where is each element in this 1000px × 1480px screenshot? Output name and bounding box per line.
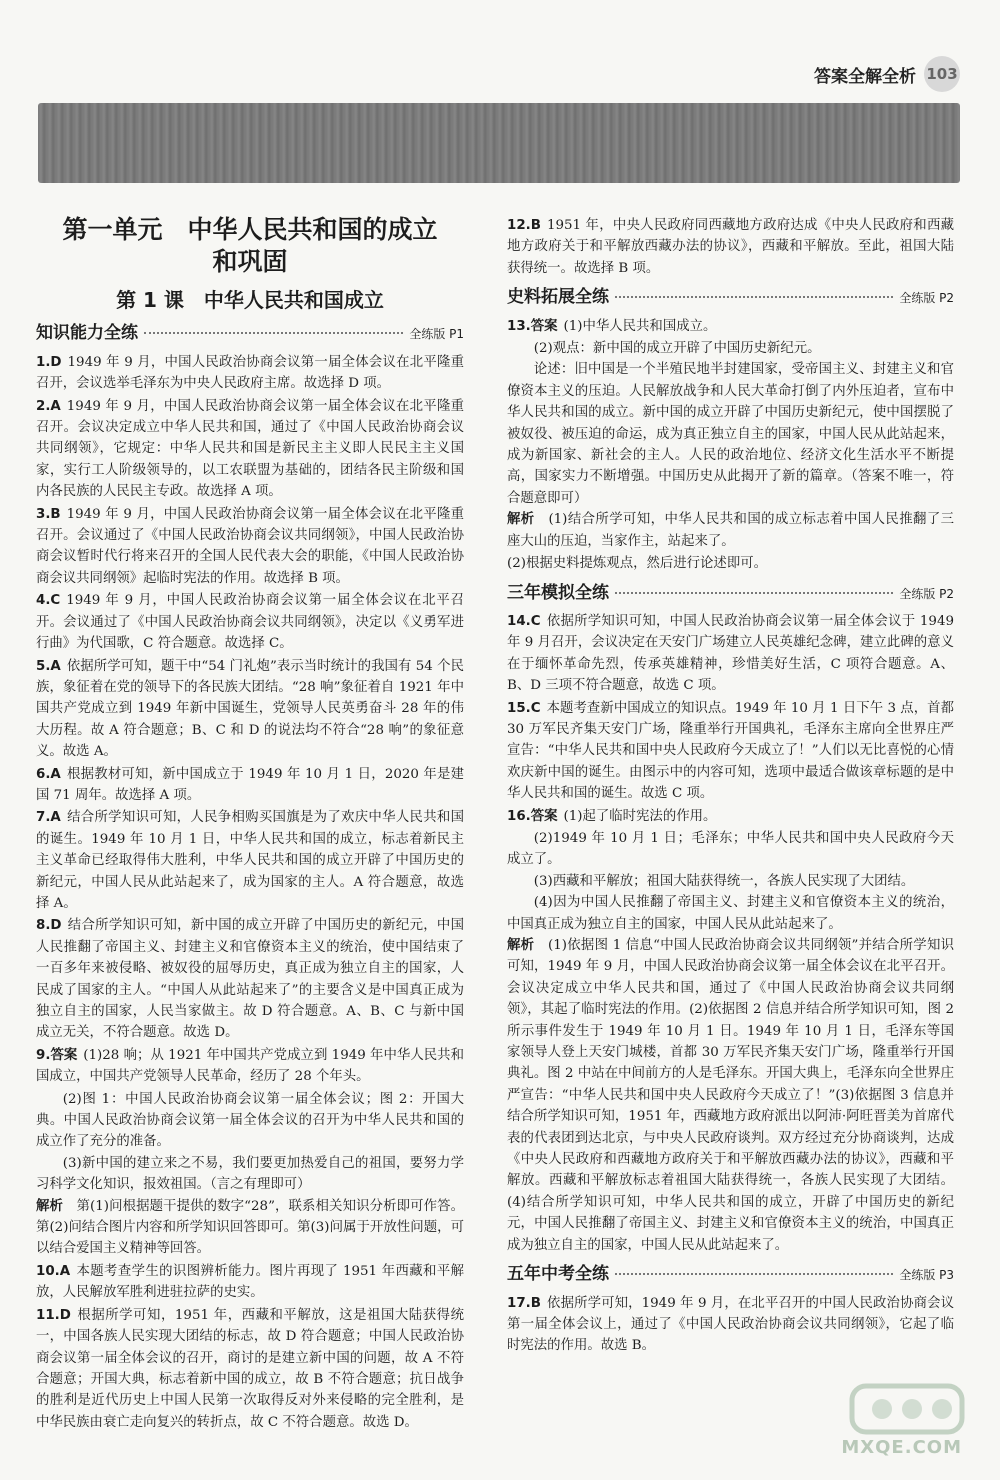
section-divider xyxy=(615,592,893,594)
item-text: 根据所学可知，1951 年，西藏和平解放，这是祖国大陆获得统一，中国各族人民实现大团结的标志，故 D 符合题意；中国人民政治协商会议第一届全体会议的召开，商讨的是建立新中国的问题，故 A 不符合题意；开国大典，标志着新中国的成立，故 B 不符合题意；抗日战争的胜利是近代历史上中国人民第一次取得反对外来侵略的完全胜利，是中华民族由衰亡走向复兴的转折点，故 C 不符合题意。故选 D。 xyxy=(36,1307,464,1430)
item-number: 5.A xyxy=(36,658,61,674)
unit-title xyxy=(36,214,464,278)
item-number: 4.C xyxy=(36,593,61,609)
section-ref: 全练版 P2 xyxy=(899,586,954,601)
answer-item xyxy=(36,352,464,395)
item-text: 依据所学知识可知，中国人民政治协商会议第一届全体会议于 1949 年 9 月召开，会议决定在天安门广场建立人民英雄纪念碑，建立此碑的意义在于缅怀革命先烈，传承英雄精神，珍惜美好生活，C 项符合题意。A、B、D 三项不符合题意，故选 C 项。 xyxy=(507,613,954,694)
analysis-block xyxy=(36,1196,464,1260)
item-text: 1949 年 9 月，中国人民政治协商会议第一届全体会议在北平隆重召开。会议决定成立中华人民共和国，通过了《中国人民政治协商会议共同纲领》，它规定：中华人民共和国是新民主主义即人民民主主义国家，实行工人阶级领导的，以工农联盟为基础的，团结各民主阶级和国内各民族的人民民主专政。故选择 A 项。 xyxy=(36,398,464,500)
section-name: 知识能力全练 xyxy=(36,323,138,344)
item-number: 1.D xyxy=(36,354,62,370)
answer-item-q13 xyxy=(507,316,954,337)
section-header xyxy=(36,323,464,345)
section-name: 三年模拟全练 xyxy=(507,582,609,603)
answer-paragraph: (3)新中国的建立来之不易，我们要更加热爱自己的祖国，要努力学习科学文化知识，报效祖国。（言之有理即可） xyxy=(36,1155,464,1193)
answer-item xyxy=(36,504,464,590)
analysis-text: (1)依据图 1 信息“中国人民政治协商会议共同纲领”并结合所学知识可知，1949 年 9 月，中国人民政治协商会议第一届全体会议在北平召开。会议决定成立中华人民共和国，通过了《中国人民政治协商会议共同纲领》，其起了临时宪法的作用。(2)依据图 2 信息并结合所学知识可知，图 2 所示事件发生于 1949 年 10 月 1 日。1949 年 10 月 1 日，毛泽东等国家领导人登上天安门城楼，首都 30 万军民齐集天安门广场，隆重举行开国典礼。图 2 中站在中间前方的人是毛泽东。开国大典上，毛泽东向全世界庄严宣告：“中华人民共和国中央人民政府今天成立了！”(3)依据图 3 信息并结合所学知识可知，1951 年，西藏地方政府派出以阿沛·阿旺晋美为首席代表的代表团到达北京，与中央人民政府谈判。双方经过充分协商谈判，达成《中央人民政府和西藏地方政府关于和平解放西藏办法的协议》，西藏和平解放。西藏和平解放标志着祖国大陆获得统一，各族人民实现了大团结。(4)结合所学知识可知，中华人民共和国的成立，开辟了中国历史的新纪元，中国人民推翻了帝国主义、封建主义和官僚资本主义的统治，中国真正成为独立自主的国家，中国人民从此站起来了。 xyxy=(507,938,954,1253)
item-text: 依据所学可知，1949 年 9 月，在北平召开的中国人民政治协商会议第一届全体会议上，通过了《中国人民政治协商会议共同纲领》，它起了临时宪法的作用。故选 B。 xyxy=(507,1295,954,1354)
section-name: 史料拓展全练 xyxy=(507,287,609,308)
unit-title-line1: 第一单元 中华人民共和国的成立 xyxy=(62,215,438,244)
item-text: 根据教材可知，新中国成立于 1949 年 10 月 1 日，2020 年是建国 71 周年。故选择 A 项。 xyxy=(36,766,464,803)
item-number: 13.答案 xyxy=(507,318,558,334)
answer-item xyxy=(507,215,954,279)
answer-item xyxy=(36,764,464,807)
left-column xyxy=(36,210,464,1434)
answer-item-q9 xyxy=(36,1045,464,1088)
analysis-text: (1)结合所学可知，中华人民共和国的成立标志着中国人民推翻了三座大山的压迫，当家作主，站起来了。 xyxy=(507,512,955,549)
analysis-block xyxy=(507,509,954,552)
item-number: 10.A xyxy=(36,1263,71,1279)
item-number: 6.A xyxy=(36,766,61,782)
item-text: 结合所学知识可知，新中国的成立开辟了中国历史的新纪元，中国人民推翻了帝国主义、封建主义和官僚资本主义的统治，使中国结束了一百多年来被侵略、被奴役的屈辱历史，真正成为独立自主的国家，人民成了国家的主人。“中国人从此站起来了”的主要含义是中国真正成为独立自主的国家，人民当家做主。故 D 符合题意。A、B、C 与新中国成立无关，不符合题意。故选 D。 xyxy=(36,918,464,1041)
item-number: 17.B xyxy=(507,1295,541,1311)
item-number: 14.C xyxy=(507,613,541,629)
section-header xyxy=(507,287,954,309)
analysis-label: 解析 xyxy=(507,512,535,528)
answer-paragraph: (2)1949 年 10 月 1 日；毛泽东；中华人民共和国中央人民政府今天成立了。 xyxy=(507,830,954,868)
item-number: 15.C xyxy=(507,700,541,716)
answer-item xyxy=(507,1293,954,1357)
section-divider xyxy=(615,1273,893,1275)
answer-item xyxy=(36,590,464,654)
item-number: 11.D xyxy=(36,1307,71,1323)
answer-item-q16 xyxy=(507,806,954,827)
answer-item xyxy=(507,698,954,805)
right-column xyxy=(507,215,954,1358)
item-text: 1949 年 9 月，中国人民政治协商会议第一届全体会议在北平隆重召开。会议通过了《中国人民政治协商会议共同纲领》，中国人民政治协商会议暂时代行将来召开的全国人民代表大会的职能，《中国人民政治协商会议共同纲领》起临时宪法的作用。故选择 B 项。 xyxy=(36,506,464,586)
item-text: 结合所学知识可知，人民争相购买国旗是为了欢庆中华人民共和国的诞生。1949 年 10 月 1 日，中华人民共和国的成立，标志着新民主主义革命已经取得伟大胜利，中华人民共和国的成立开辟了中国历史的新纪元，中国人民从此站起来了，成为国家的主人。A 符合题意，故选择 A。 xyxy=(36,810,464,911)
item-text: 1949 年 9 月，中国人民政治协商会议第一届全体会议在北平召开。会议通过了《中国人民政治协商会议共同纲领》，决定以《义勇军进行曲》为代国歌，C 符合题意。故选择 C。 xyxy=(36,593,464,652)
section-divider xyxy=(615,296,893,298)
lesson-title: 第 1 课 中华人民共和国成立 xyxy=(116,288,384,312)
analysis-label: 解析 xyxy=(507,938,535,953)
item-number: 12.B xyxy=(507,218,541,233)
watermark-text: MXQE.COM xyxy=(841,1437,962,1458)
section-header xyxy=(507,583,954,605)
item-number: 3.B xyxy=(36,506,61,522)
item-text: 1949 年 9 月，中国人民政治协商会议第一届全体会议在北平隆重召开，会议选举毛泽东为中央人民政府主席。故选择 D 项。 xyxy=(36,354,464,392)
answer-item xyxy=(36,1261,464,1304)
answer-paragraph: 论述：旧中国是一个半殖民地半封建国家，受帝国主义、封建主义和官僚资本主义的压迫。人民解放战争和人民大革命打倒了内外压迫者，宣布中华人民共和国的成立。新中国的成立开辟了中国历史新纪元，使中国摆脱了被奴役、被压迫的命运，成为真正独立自主的国家，中国人民从此站起来，成为新国家、新社会的主人。人民的政治地位、经济文化生活水平不断提高，国家实力不断增强。中国历史从此揭开了新的篇章。（答案不唯一，符合题意即可） xyxy=(507,362,954,506)
answer-item xyxy=(507,611,954,697)
header-banner xyxy=(38,103,960,183)
answer-item xyxy=(36,915,464,1043)
page-number: 103 xyxy=(924,56,960,92)
item-text: 本题考查新中国成立的知识点。1949 年 10 月 1 日下午 3 点，首都 30 万军民齐集天安门广场，隆重举行开国典礼，毛泽东主席向全世界庄严宣告：“中华人民共和国中央人民政府今天成立了！”人们以无比喜悦的心情欢庆新中国的诞生。由图示中的内容可知，选项中最适合做该章标题的是中华人民共和国的诞生。故选 C 项。 xyxy=(507,700,954,802)
analysis-label: 解析 xyxy=(36,1198,64,1214)
section-header xyxy=(507,1264,954,1286)
item-text: 依据所学可知，题干中“54 门礼炮”表示当时统计的我国有 54 个民族，象征着在党的领导下的各民族大团结。“28 响”象征着自 1921 年中国共产党成立到 1949 年新中国诞生，党领导人民英勇奋斗 28 年的伟大历程。故 A 符合题意；B、C 和 D 的说法均不符合“28 响”的象征意义。故选 A。 xyxy=(36,658,464,760)
item-number: 7.A xyxy=(36,810,61,826)
answer-item xyxy=(36,396,464,503)
item-text: (1)中华人民共和国成立。 xyxy=(563,318,717,334)
item-number: 8.D xyxy=(36,918,62,934)
analysis-text-2: (2)根据史料提炼观点，然后进行论述即可。 xyxy=(507,556,767,572)
answer-paragraph: (4)因为中国人民推翻了帝国主义、封建主义和官僚资本主义的统治，中国真正成为独立自主的国家，中国人民从此站起来了。 xyxy=(507,895,954,932)
item-text: (1)起了临时宪法的作用。 xyxy=(563,808,717,824)
item-text: 本题考查学生的识图辨析能力。图片再现了 1951 年西藏和平解放，人民解放军胜利进驻拉萨的史实。 xyxy=(36,1263,464,1301)
watermark-logo xyxy=(832,1378,982,1468)
unit-title-line2: 和巩固 xyxy=(212,247,288,276)
section-ref: 全练版 P2 xyxy=(899,291,954,306)
section-ref: 全练版 P1 xyxy=(409,327,464,342)
item-number: 9.答案 xyxy=(36,1047,78,1063)
answer-paragraph: (2)观点：新中国的成立开辟了中国历史新纪元。 xyxy=(533,341,821,357)
section-ref: 全练版 P3 xyxy=(899,1268,954,1283)
section-divider xyxy=(144,332,403,334)
answer-item xyxy=(36,656,464,763)
answer-paragraph: (3)西藏和平解放；祖国大陆获得统一，各族人民实现了大团结。 xyxy=(533,873,915,889)
analysis-text: 第(1)问根据题干提供的数字“28”，联系相关知识分析即可作答。第(2)问结合图片内容和所学知识回答即可。第(3)问属于开放性问题，可以结合爱国主义精神等回答。 xyxy=(36,1198,465,1257)
item-number: 16.答案 xyxy=(507,808,558,824)
answer-paragraph: (2)图 1：中国人民政治协商会议第一届全体会议；图 2：开国大典。中国人民政治协商会议第一届全体会议的召开为中华人民共和国的成立作了充分的准备。 xyxy=(36,1091,464,1150)
answer-item xyxy=(36,1305,464,1433)
item-number: 2.A xyxy=(36,398,61,414)
item-text: 1951 年，中央人民政府同西藏地方政府达成《中央人民政府和西藏地方政府关于和平解放西藏办法的协议》，西藏和平解放。至此，祖国大陆获得统一。故选择 B 项。 xyxy=(507,218,954,276)
section-name: 五年中考全练 xyxy=(507,1264,609,1285)
header-title: 答案全解全析 xyxy=(814,66,916,87)
item-text: (1)28 响；从 1921 年中国共产党成立到 1949 年中华人民共和国成立，中国共产党领导人民革命，经历了 28 个年头。 xyxy=(36,1047,464,1085)
answer-item xyxy=(36,807,464,914)
analysis-block xyxy=(507,935,954,1256)
page-header xyxy=(814,58,960,90)
